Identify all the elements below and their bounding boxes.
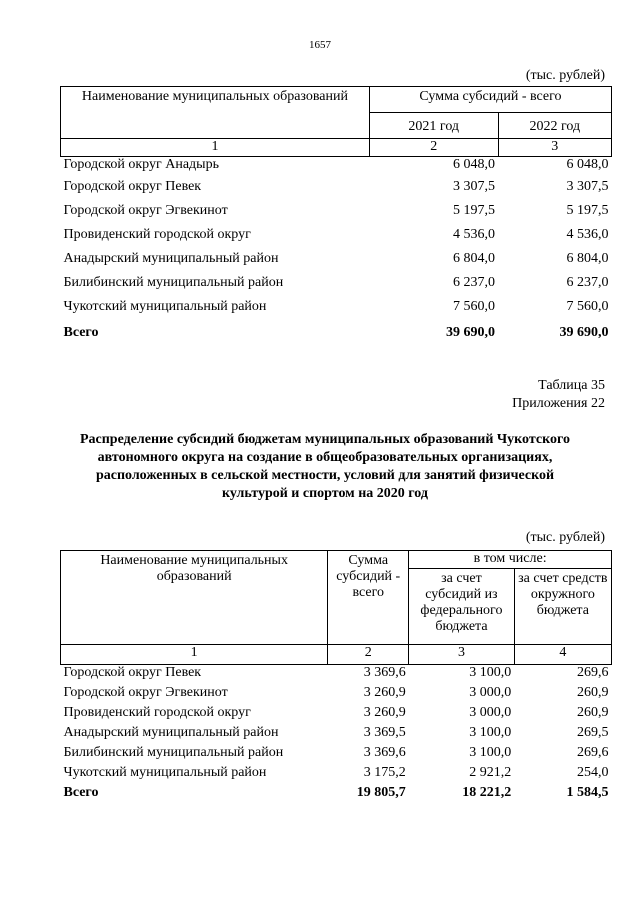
table-row: Чукотский муниципальный район 3 175,2 2 921,2 254,0 xyxy=(63,764,609,780)
table-row: Билибинский муниципальный район 6 237,0 6 237,0 xyxy=(63,274,609,290)
table-row: Провиденский городской округ 4 536,0 4 536,0 xyxy=(63,226,609,242)
table-row: Чукотский муниципальный район 7 560,0 7 560,0 xyxy=(63,298,609,314)
table-row: Городской округ Певек 3 307,5 3 307,5 xyxy=(63,178,609,194)
header-year-2022: 2022 год xyxy=(498,113,611,139)
header-federal: за счет субсидий из федерального бюджета xyxy=(409,569,514,645)
header-okrug: за счет средств окружного бюджета xyxy=(514,569,611,645)
table-title: Распределение субсидий бюджетам муниципальных образований Чукотского автономного округа на создание в общеобразовательных организациях, расположенных в сельской местности, условий для занятий физической культурой и спортом на 2020 год xyxy=(79,432,571,501)
table-caption-ref xyxy=(400,377,605,413)
col-number-3: 3 xyxy=(498,139,611,157)
col-number-2: 2 xyxy=(369,139,498,157)
col-number-1: 1 xyxy=(61,139,370,157)
col-number-2: 2 xyxy=(328,645,409,665)
table-row: Городской округ Певек 3 369,6 3 100,0 269,6 xyxy=(63,665,609,680)
header-name: Наименование муниципальных образований xyxy=(61,551,328,645)
total-row: Всего 19 805,7 18 221,2 1 584,5 xyxy=(63,784,609,800)
units-label-table2: (тыс. рублей) xyxy=(525,530,605,545)
total-row: Всего 39 690,0 39 690,0 xyxy=(63,324,609,340)
table-row: Анадырский муниципальный район 6 804,0 6 804,0 xyxy=(63,250,609,266)
units-label-table1: (тыс. рублей) xyxy=(525,68,605,83)
table-row: Билибинский муниципальный район 3 369,6 3 100,0 269,6 xyxy=(63,744,609,760)
header-year-2021: 2021 год xyxy=(369,113,498,139)
page-number: 1657 xyxy=(309,39,331,51)
header-sum: Сумма субсидий - всего xyxy=(328,551,409,645)
col-number-1: 1 xyxy=(61,645,328,665)
table-row: Городской округ Анадырь 6 048,0 6 048,0 xyxy=(63,157,609,172)
table-row: Городской округ Эгвекинот 3 260,9 3 000,0 260,9 xyxy=(63,684,609,700)
subsidy-table-2020 xyxy=(60,550,612,805)
col-number-3: 3 xyxy=(409,645,514,665)
table-row: Провиденский городской округ 3 260,9 3 000,0 260,9 xyxy=(63,704,609,720)
table-number: Таблица 35 xyxy=(538,378,605,393)
appendix-number: Приложения 22 xyxy=(512,396,605,411)
col-number-4: 4 xyxy=(514,645,611,665)
header-sum: Сумма субсидий - всего xyxy=(369,87,611,113)
header-name: Наименование муниципальных образований xyxy=(61,87,370,139)
table-row: Анадырский муниципальный район 3 369,5 3 100,0 269,5 xyxy=(63,724,609,740)
subsidy-table-2021-2022 xyxy=(60,86,612,345)
header-including: в том числе: xyxy=(409,551,612,569)
table-row: Городской округ Эгвекинот 5 197,5 5 197,5 xyxy=(63,202,609,218)
